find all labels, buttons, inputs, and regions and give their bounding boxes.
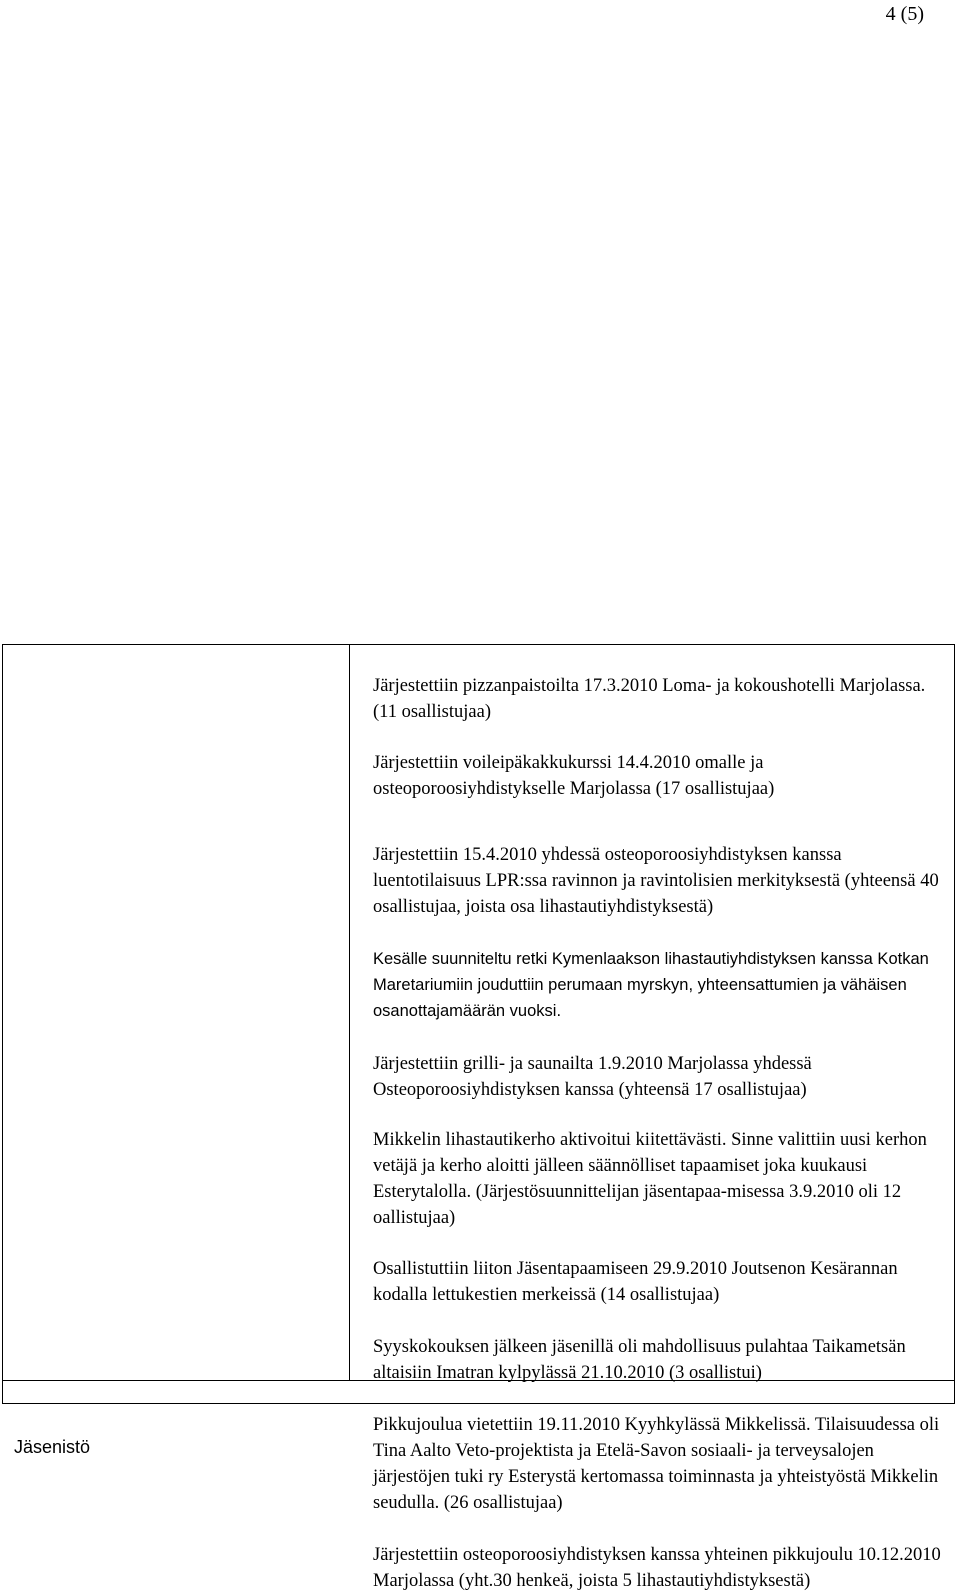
activity-entry: Mikkelin lihastautikerho aktivoitui kiitettävästi. Sinne valittiin uusi kerhon vetäjä ja kerho aloitti jälleen säännölliset tapaamiset joka kuukausi Esterytalolla. (Järjestösuunnittelijan jäsentapaa-misessa 3.9.2010 oli 12 oallistujaa) (373, 1130, 927, 1228)
activity-entry: Järjestettiin grilli- ja saunailta 1.9.2010 Marjolassa yhdessä Osteoporoosiyhdistyksen kanssa (yhteensä 17 osallistujaa) (373, 1054, 812, 1100)
activity-entry: Järjestettiin pizzanpaistoilta 17.3.2010 Loma- ja kokoushotelli Marjolassa. (11 osallistujaa) (373, 676, 926, 722)
activity-entry: Järjestettiin voileipäkakkukurssi 14.4.2010 omalle ja osteoporoosiyhdistykselle Marjolassa (17 osallistujaa) (373, 753, 775, 799)
activity-list (373, 673, 943, 1594)
page-number: 4 (5) (885, 3, 924, 25)
column-divider (349, 645, 350, 1381)
section-label: Jäsenistö (14, 1437, 91, 1457)
activity-entry: Osallistuttiin liiton Jäsentapaamiseen 29.9.2010 Joutsenon Kesärannan kodalla lettukestien merkeissä (14 osallistujaa) (373, 1259, 898, 1305)
activity-entry: Pikkujoulua vietettiin 19.11.2010 Kyyhkylässä Mikkelissä. Tilaisuudessa oli Tina Aalto Veto-projektista ja Etelä-Savon sosiaali- ja terveysalojen järjestöjen tuki ry Esterystä kertomassa toiminnasta ja yhteistyöstä Mikkelin seudulla. (26 osallistujaa) (373, 1415, 940, 1513)
activity-entry: Järjestettiin osteoporoosiyhdistyksen kanssa yhteinen pikkujoulu 10.12.2010 Marjolassa (yht.30 henkeä, joista 5 lihastautiyhdistyksestä) (373, 1545, 941, 1591)
activity-entry: Syyskokouksen jälkeen jäsenillä oli mahdollisuus pulahtaa Taikametsän altaisiin Imatran kylpylässä 21.10.2010 (3 osallistui) (373, 1337, 906, 1383)
activity-entry: Järjestettiin 15.4.2010 yhdessä osteoporoosiyhdistyksen kanssa luentotilaisuus LPR:ssa ravinnon ja ravintolisien merkityksestä (yhteensä 40 osallistujaa, joista osa lihastautiyhdistyksestä) (373, 845, 939, 917)
activity-entry: Kesälle suunniteltu retki Kymenlaakson lihastautiyhdistyksen kanssa Kotkan Maretariumiin jouduttiin perumaan myrskyn, yhteensattumien ja vähäisen osanottajamäärän vuoksi. (373, 950, 929, 1020)
